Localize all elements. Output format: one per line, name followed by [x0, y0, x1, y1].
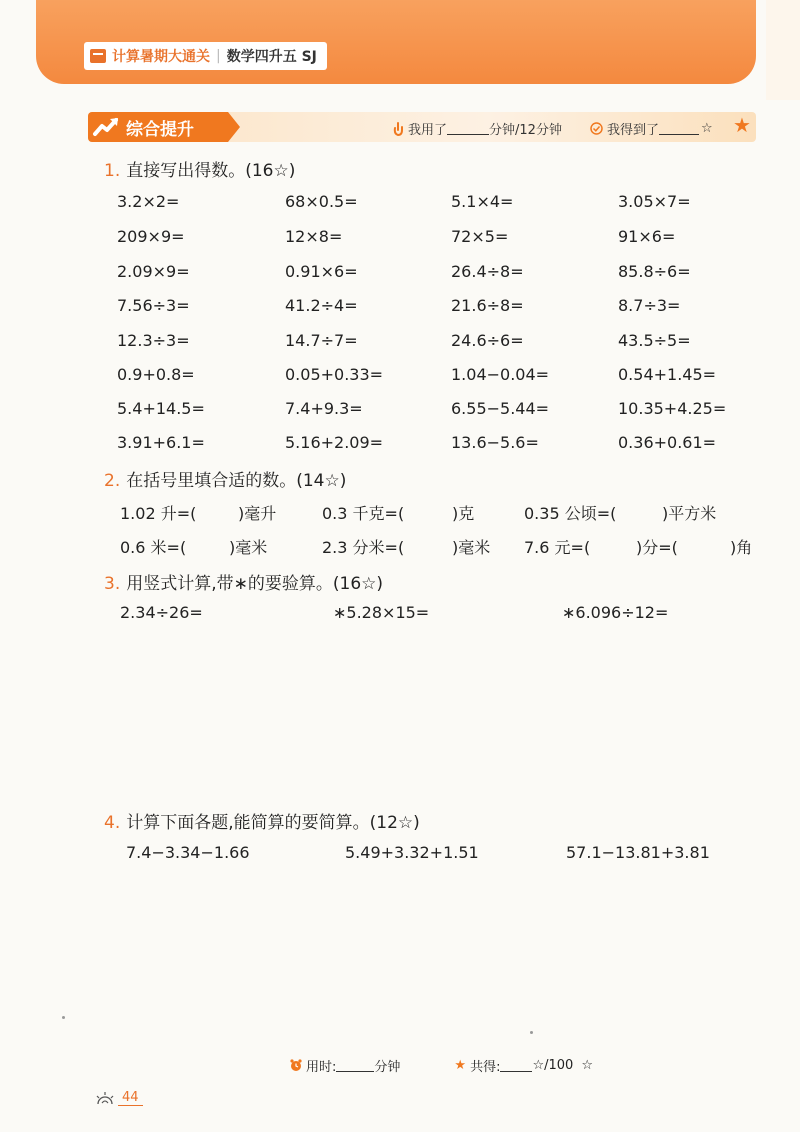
- q1-expression: 2.09×9=: [117, 262, 190, 281]
- q1-expression: 14.7÷7=: [285, 331, 358, 350]
- speck: [530, 1031, 533, 1034]
- star-icon: ★: [733, 113, 751, 137]
- alarm-clock-icon: [290, 1059, 302, 1072]
- time-used-blank[interactable]: [447, 122, 489, 135]
- q1-expression: 3.2×2=: [117, 192, 180, 211]
- q2-fill-item: 0.6 米=(: [120, 538, 187, 557]
- q1-expression: 5.1×4=: [451, 192, 514, 211]
- q1-expression: 13.6−5.6=: [451, 433, 539, 452]
- q3-problem: ∗6.096÷12=: [562, 603, 669, 622]
- title-separator: |: [216, 48, 221, 64]
- footer-time-blank[interactable]: [336, 1059, 374, 1072]
- question-number: 3.: [104, 574, 121, 594]
- stars-got: [590, 119, 713, 138]
- q1-expression: 0.54+1.45=: [618, 365, 717, 384]
- question-number: 2.: [104, 471, 121, 491]
- q1-expression: 72×5=: [451, 227, 509, 246]
- q1-expression: 12.3÷3=: [117, 331, 190, 350]
- q4-problem: 5.49+3.32+1.51: [345, 843, 479, 862]
- q1-expression: 7.56÷3=: [117, 296, 190, 315]
- q1-expression: 41.2÷4=: [285, 296, 358, 315]
- time-used-unit: 分钟/12分钟: [489, 123, 562, 138]
- q1-expression: 26.4÷8=: [451, 262, 524, 281]
- question-number: 4.: [104, 813, 121, 833]
- q2-fill-unit: )毫升: [238, 504, 277, 523]
- q1-expression: 3.05×7=: [618, 192, 691, 211]
- stars-got-star: ☆: [701, 121, 713, 136]
- question-text: 在括号里填合适的数。(14☆): [126, 471, 347, 491]
- q2-fill-unit: )毫米: [229, 538, 268, 557]
- q2-fill-unit: )分=(: [636, 538, 678, 557]
- q2-fill-item: 0.3 千克=(: [322, 504, 405, 523]
- time-used-label: 我用了: [408, 123, 448, 138]
- stars-got-label: 我得到了: [607, 123, 660, 138]
- q1-expression: 209×9=: [117, 227, 185, 246]
- question-text: 计算下面各题,能简算的要简算。(12☆): [126, 813, 420, 833]
- q3-problem: 2.34÷26=: [120, 603, 203, 622]
- q3-problem: ∗5.28×15=: [333, 603, 430, 622]
- q1-expression: 0.91×6=: [285, 262, 358, 281]
- stars-got-blank[interactable]: [659, 122, 699, 135]
- q1-expression: 85.8÷6=: [618, 262, 691, 281]
- q1-expression: 91×6=: [618, 227, 676, 246]
- check-circle-icon: [590, 122, 603, 135]
- q1-expression: 0.05+0.33=: [285, 365, 384, 384]
- question-4-heading: [104, 808, 420, 833]
- q1-expression: 1.04−0.04=: [451, 365, 550, 384]
- footer-time-label: 用时:: [306, 1060, 337, 1075]
- book-title-tab: [84, 42, 327, 70]
- sun-icon: [94, 1090, 116, 1106]
- q2-fill-unit: )平方米: [662, 504, 717, 523]
- book-subtitle: 数学四升五 SJ: [226, 49, 317, 65]
- footer-total-suffix: ☆/100: [532, 1058, 574, 1073]
- question-number: 1.: [104, 161, 121, 181]
- q1-expression: 0.36+0.61=: [618, 433, 717, 452]
- footer-star-glyph: ☆: [581, 1058, 593, 1073]
- question-1-heading: [104, 156, 295, 181]
- q2-fill-item: 7.6 元=(: [524, 538, 591, 557]
- footer-total-label: 共得:: [470, 1060, 501, 1075]
- question-text: 用竖式计算,带∗的要验算。(16☆): [126, 574, 384, 594]
- q4-problem: 57.1−13.81+3.81: [566, 843, 710, 862]
- q1-expression: 21.6÷8=: [451, 296, 524, 315]
- q4-problem: 7.4−3.34−1.66: [126, 843, 250, 862]
- section-title: 综合提升: [126, 119, 194, 140]
- q1-expression: 5.16+2.09=: [285, 433, 384, 452]
- q1-expression: 6.55−5.44=: [451, 399, 550, 418]
- page-number: [94, 1090, 143, 1106]
- book-icon: [90, 49, 106, 63]
- footer-score: [290, 1056, 593, 1075]
- question-3-heading: [104, 569, 383, 594]
- q1-expression: 68×0.5=: [285, 192, 358, 211]
- q1-expression: 12×8=: [285, 227, 343, 246]
- question-2-heading: [104, 466, 346, 491]
- hand-icon: [392, 122, 404, 136]
- time-used: [392, 119, 562, 138]
- q2-fill-item: 1.02 升=(: [120, 504, 197, 523]
- page-number-text: 44: [118, 1090, 143, 1106]
- section-tag: [88, 112, 228, 142]
- q1-expression: 8.7÷3=: [618, 296, 681, 315]
- q1-expression: 3.91+6.1=: [117, 433, 205, 452]
- book-title: 计算暑期大通关: [112, 49, 210, 65]
- q2-fill-unit: )角: [730, 538, 753, 557]
- q1-expression: 7.4+9.3=: [285, 399, 363, 418]
- q1-expression: 0.9+0.8=: [117, 365, 195, 384]
- footer-star-icon: ★: [454, 1058, 467, 1073]
- trend-up-icon: [92, 116, 120, 138]
- q2-fill-item: 2.3 分米=(: [322, 538, 405, 557]
- speck: [62, 1016, 65, 1019]
- q1-expression: 43.5÷5=: [618, 331, 691, 350]
- q2-fill-item: 0.35 公顷=(: [524, 504, 617, 523]
- q1-expression: 10.35+4.25=: [618, 399, 727, 418]
- question-text: 直接写出得数。(16☆): [126, 161, 296, 181]
- q1-expression: 5.4+14.5=: [117, 399, 205, 418]
- q2-fill-unit: )毫米: [452, 538, 491, 557]
- footer-total-blank[interactable]: [500, 1059, 532, 1072]
- q2-fill-unit: )克: [452, 504, 475, 523]
- footer-time-unit: 分钟: [374, 1060, 401, 1075]
- q1-expression: 24.6÷6=: [451, 331, 524, 350]
- page-edge: [766, 0, 800, 100]
